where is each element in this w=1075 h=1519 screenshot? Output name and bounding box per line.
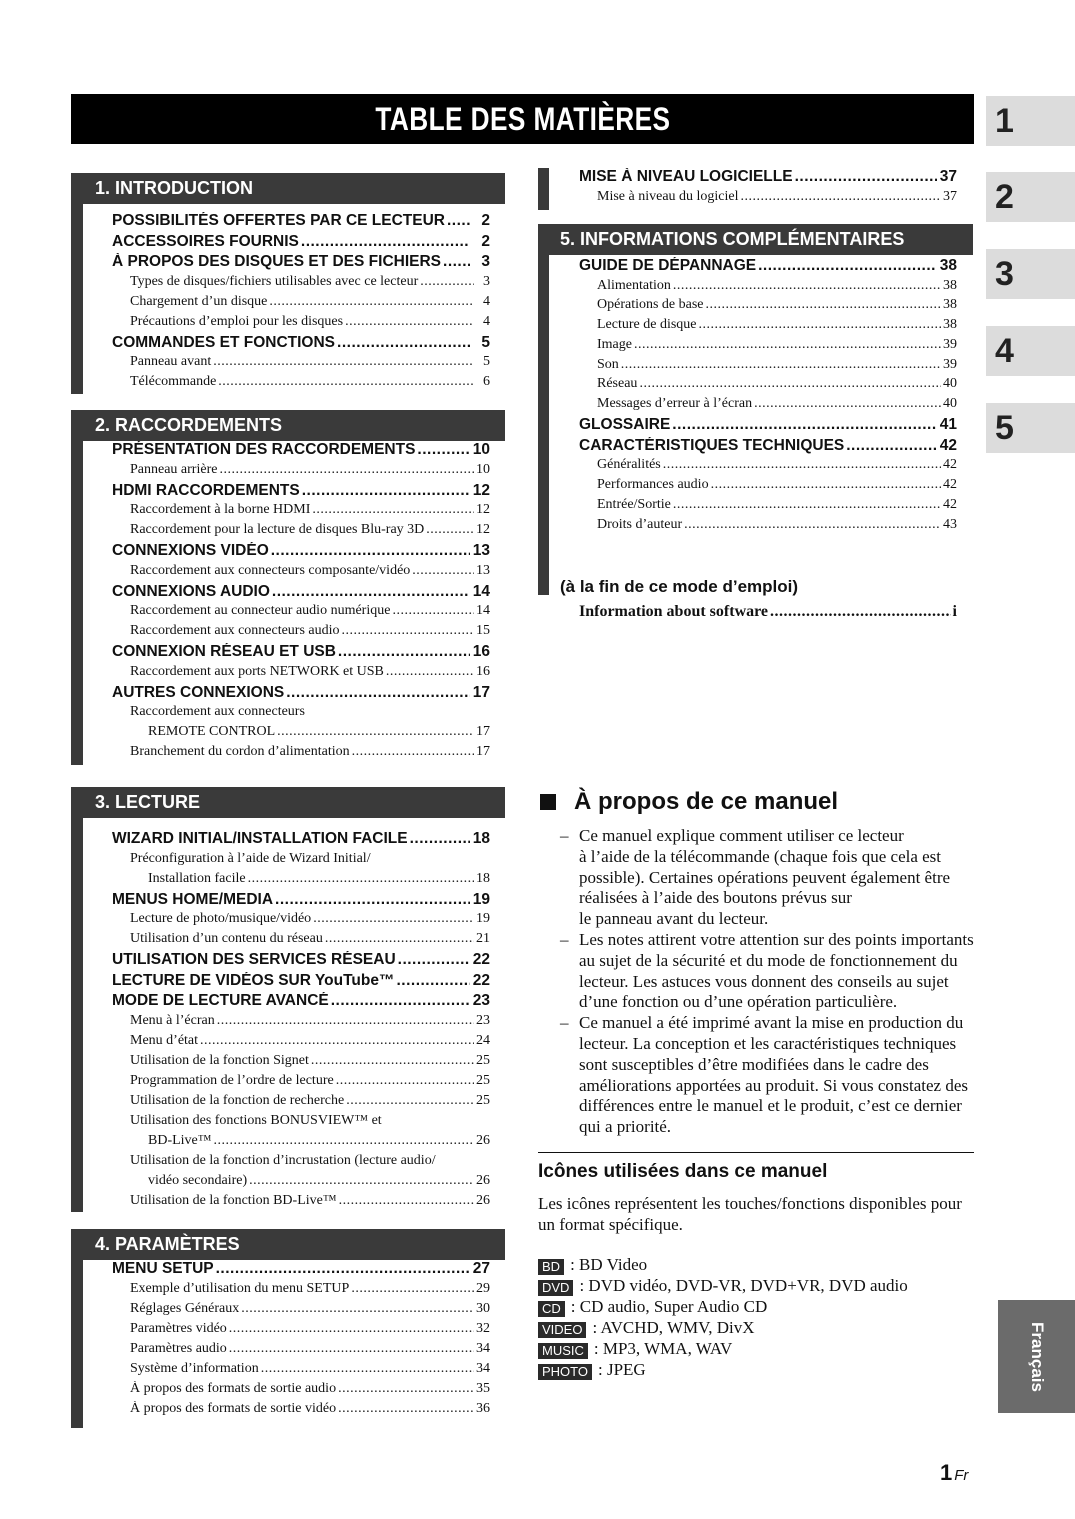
toc-subentry[interactable]: Utilisation de la fonction Signet ..... 25 — [112, 1053, 490, 1073]
tab-chapter-5[interactable]: 5 — [986, 403, 1075, 453]
toc-subentry[interactable]: BD-Live™ ..... 26 — [112, 1133, 490, 1153]
toc-subentry[interactable]: vidéo secondaire) ..... 26 — [112, 1173, 490, 1193]
tab-chapter-3[interactable]: 3 — [986, 249, 1075, 299]
toc-subentry-line[interactable]: Préconfiguration à l’aide de Wizard Initial/ — [130, 850, 371, 866]
list-item: – Ce manuel a été imprimé avant la mise en production du lecteur. La conception et les caractéristiques techniques sont susceptibles d’être modifiées dans le cadre des améliorations apportées au produit. Si vous constatez des différences entre le manuel et le produit, c’est ce dernier qui a priorité. — [560, 1013, 969, 1137]
section-lecture — [71, 787, 505, 1212]
toc-entry[interactable]: À PROPOS DES DISQUES ET DES FICHIERS ..... 3 — [112, 253, 490, 274]
icon-legend-row: DVD : DVD vidéo, DVD-VR, DVD+VR, DVD audio — [538, 1276, 974, 1297]
toc-subentry-line[interactable]: Utilisation des fonctions BONUSVIEW™ et — [130, 1112, 382, 1128]
toc-entry[interactable]: AUTRES CONNEXIONS ..... 17 — [112, 684, 490, 705]
toc-subentry[interactable]: Droits d’auteur ..... 43 — [579, 517, 957, 537]
toc-entry[interactable]: POSSIBILITÉS OFFERTES PAR CE LECTEUR ..... 2 — [112, 212, 490, 233]
toc-subentry[interactable]: À propos des formats de sortie vidéo ..... 36 — [112, 1401, 490, 1421]
icon-legend-row: MUSIC : MP3, WMA, WAV — [538, 1339, 974, 1360]
page-number: 1 Fr — [940, 1460, 969, 1485]
toc-subentry[interactable]: Raccordement aux ports NETWORK et USB ..... 16 — [112, 664, 490, 684]
section-header: 4. PARAMÈTRES — [71, 1229, 505, 1260]
toc-subentry[interactable]: Mise à niveau du logiciel ..... 37 — [579, 189, 957, 209]
toc-subentry[interactable]: Raccordement aux connecteurs audio ..... 15 — [112, 623, 490, 643]
toc-entry[interactable]: CARACTÉRISTIQUES TECHNIQUES ..... 42 — [579, 437, 957, 458]
section-header: 3. LECTURE — [71, 787, 505, 818]
tab-chapter-1[interactable]: 1 — [986, 96, 1075, 146]
section-header: 2. RACCORDEMENTS — [71, 410, 505, 441]
tab-chapter-4[interactable]: 4 — [986, 326, 1075, 376]
toc-subentry[interactable]: Branchement du cordon d’alimentation ..... 17 — [112, 744, 490, 764]
toc-subentry[interactable]: Types de disques/fichiers utilisables avec ce lecteur ..... 3 — [112, 274, 490, 294]
toc-subentry[interactable]: Utilisation d’un contenu du réseau ..... 21 — [112, 931, 490, 951]
icon-legend-row: VIDEO : AVCHD, WMV, DivX — [538, 1318, 974, 1339]
section-parametres — [71, 1229, 505, 1428]
toc-entry[interactable]: GLOSSAIRE ..... 41 — [579, 416, 957, 437]
section-header: 5. INFORMATIONS COMPLÉMENTAIRES — [538, 224, 973, 255]
toc-entry[interactable]: GUIDE DE DÉPANNAGE ..... 38 — [579, 257, 957, 278]
toc-subentry[interactable]: Paramètres vidéo ..... 32 — [112, 1321, 490, 1341]
toc-subentry[interactable]: Exemple d’utilisation du menu SETUP ..... 29 — [112, 1281, 490, 1301]
toc-entry[interactable]: ACCESSOIRES FOURNIS ..... 2 — [112, 233, 490, 254]
toc-subentry[interactable]: Raccordement pour la lecture de disques Blu-ray 3D ..... 12 — [112, 522, 490, 542]
toc-subentry[interactable]: Raccordement aux connecteurs composante/vidéo ..... 13 — [112, 563, 490, 583]
section-raccordements — [71, 410, 505, 765]
toc-subentry[interactable]: Entrée/Sortie ..... 42 — [579, 497, 957, 517]
toc-subentry[interactable]: Système d’information ..... 34 — [112, 1361, 490, 1381]
toc-entry[interactable]: HDMI RACCORDEMENTS ..... 12 — [112, 482, 490, 503]
tab-chapter-2[interactable]: 2 — [986, 172, 1075, 222]
toc-subentry[interactable]: Performances audio ..... 42 — [579, 477, 957, 497]
bd-icon: BD — [538, 1259, 564, 1275]
toc-subentry[interactable]: Télécommande ..... 6 — [112, 374, 490, 394]
toc-subentry-line[interactable]: Raccordement aux connecteurs — [130, 704, 305, 719]
toc-subentry-line[interactable]: Utilisation de la fonction d’incrustation (lecture audio/ — [130, 1152, 436, 1168]
toc-entry[interactable]: PRÉSENTATION DES RACCORDEMENTS ..... 10 — [112, 441, 490, 462]
icon-legend-row: CD : CD audio, Super Audio CD — [538, 1297, 974, 1318]
toc-subentry[interactable]: Image ..... 39 — [579, 337, 957, 357]
icons-list — [538, 1255, 974, 1381]
icon-legend-row: PHOTO : JPEG — [538, 1360, 974, 1381]
toc-subentry[interactable]: Menu à l’écran ..... 23 — [112, 1013, 490, 1033]
toc-subentry[interactable]: Réseau ..... 40 — [579, 376, 957, 396]
toc-entry[interactable]: CONNEXIONS VIDÉO ..... 13 — [112, 542, 490, 563]
toc-subentry[interactable]: Généralités ..... 42 — [579, 457, 957, 477]
toc-entry-software[interactable]: Information about software ..... i — [579, 603, 957, 625]
toc-subentry[interactable]: REMOTE CONTROL ..... 17 — [112, 724, 490, 744]
toc-entry[interactable]: MODE DE LECTURE AVANCÉ ..... 23 — [112, 992, 490, 1013]
toc-entry[interactable]: UTILISATION DES SERVICES RÉSEAU ..... 22 — [112, 951, 490, 972]
toc-subentry[interactable]: Raccordement au connecteur audio numérique ..... 14 — [112, 603, 490, 623]
language-tab: Français — [998, 1300, 1075, 1413]
about-manual-heading: À propos de ce manuel — [538, 786, 974, 818]
section-header: 1. INTRODUCTION — [71, 173, 505, 204]
toc-subentry[interactable]: Panneau avant ..... 5 — [112, 354, 490, 374]
toc-subentry[interactable]: Alimentation ..... 38 — [579, 278, 957, 298]
toc-entry[interactable]: CONNEXIONS AUDIO ..... 14 — [112, 583, 490, 604]
toc-subentry[interactable]: Raccordement à la borne HDMI ..... 12 — [112, 502, 490, 522]
toc-subentry[interactable]: Messages d’erreur à l’écran ..... 40 — [579, 396, 957, 416]
toc-subentry[interactable]: Chargement d’un disque ..... 4 — [112, 294, 490, 314]
toc-subentry[interactable]: Son ..... 39 — [579, 357, 957, 377]
toc-subentry[interactable]: Précautions d’emploi pour les disques ..... 4 — [112, 314, 490, 334]
toc-entry[interactable]: CONNEXION RÉSEAU ET USB ..... 16 — [112, 643, 490, 664]
section-informations — [538, 224, 973, 620]
toc-entry[interactable]: LECTURE DE VIDÉOS SUR YouTube™ ..... 22 — [112, 972, 490, 993]
about-bullets — [538, 826, 974, 1138]
icons-heading: Icônes utilisées dans ce manuel — [538, 1152, 974, 1183]
toc-subentry[interactable]: Opérations de base ..... 38 — [579, 297, 957, 317]
section-mise-a-niveau — [538, 168, 973, 210]
toc-subentry[interactable]: Lecture de photo/musique/vidéo ..... 19 — [112, 911, 490, 931]
section-introduction — [71, 173, 505, 394]
video-icon: VIDEO — [538, 1322, 586, 1338]
toc-subentry[interactable]: Utilisation de la fonction BD-Live™ ..... 26 — [112, 1193, 490, 1213]
music-icon: MUSIC — [538, 1343, 588, 1359]
toc-subentry[interactable]: Installation facile ..... 18 — [112, 871, 490, 891]
toc-subentry[interactable]: Réglages Généraux ..... 30 — [112, 1301, 490, 1321]
toc-entry[interactable]: COMMANDES ET FONCTIONS ..... 5 — [112, 334, 490, 355]
toc-entry[interactable]: WIZARD INITIAL/INSTALLATION FACILE ..... 18 — [112, 830, 490, 851]
toc-subentry[interactable]: Panneau arrière ..... 10 — [112, 462, 490, 482]
toc-subentry[interactable]: Programmation de l’ordre de lecture ..... 25 — [112, 1073, 490, 1093]
icon-legend-row: BD : BD Video — [538, 1255, 974, 1276]
toc-entry[interactable]: MENUS HOME/MEDIA ..... 19 — [112, 891, 490, 912]
square-bullet-icon — [540, 794, 556, 810]
toc-entry[interactable]: MENU SETUP ..... 27 — [112, 1260, 490, 1281]
toc-subentry[interactable]: Utilisation de la fonction de recherche ..... 25 — [112, 1093, 490, 1113]
toc-subentry[interactable]: Lecture de disque ..... 38 — [579, 317, 957, 337]
list-item: – Ce manuel explique comment utiliser ce lecteur à l’aide de la télécommande (chaque fois que cela est possible). Certaines opérations peuvent également être réalisées à l’aide des boutons prévus sur le panneau avant du lecteur. — [560, 826, 951, 929]
about-manual — [538, 786, 974, 1381]
dvd-icon: DVD — [538, 1280, 573, 1296]
icons-intro: Les icônes représentent les touches/fonctions disponibles pour un format spécifique. — [538, 1193, 962, 1234]
toc-subentry[interactable]: Paramètres audio ..... 34 — [112, 1341, 490, 1361]
toc-entry[interactable]: MISE À NIVEAU LOGICIELLE ..... 37 — [579, 168, 957, 189]
toc-subentry[interactable]: À propos des formats de sortie audio ..... 35 — [112, 1381, 490, 1401]
photo-icon: PHOTO — [538, 1364, 592, 1380]
cd-icon: CD — [538, 1301, 565, 1317]
page-title: TABLE DES MATIÈRES — [71, 94, 974, 144]
list-item: – Les notes attirent votre attention sur des points importants au sujet de la sécurité et du mode de fonctionnement du lecteur. Les astuces vous donnent des conseils au sujet d’une fonction ou d’une opération particulière. — [560, 929, 974, 1012]
end-of-manual-heading: (à la fin de ce mode d’emploi) — [560, 577, 799, 596]
toc-subentry[interactable]: Menu d’état ..... 24 — [112, 1033, 490, 1053]
